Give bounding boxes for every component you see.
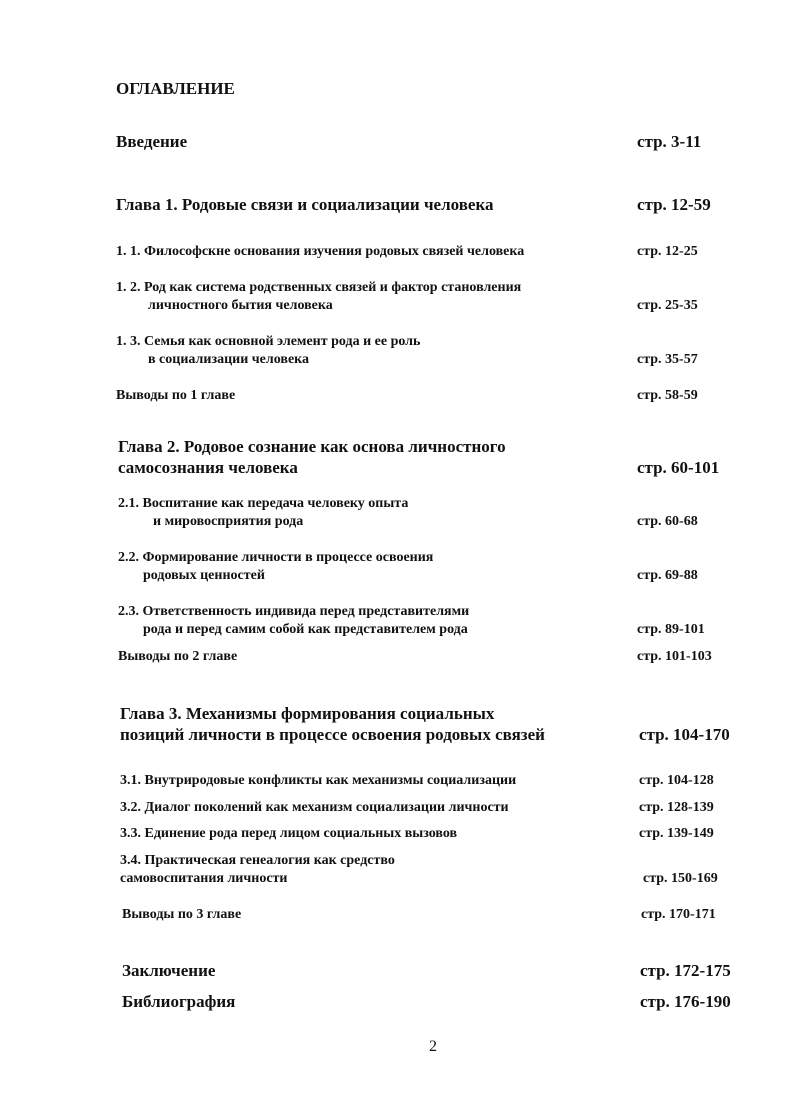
chapter2-title-line2: самосознания человека <box>118 458 298 477</box>
toc-heading: ОГЛАВЛЕНИЕ <box>116 79 235 98</box>
chapter1-conclusions-pages: стр. 58-59 <box>637 388 698 403</box>
section-2-3-line2: рода и перед самим собой как представителем рода <box>143 622 468 637</box>
section-3-4-pages: стр. 150-169 <box>643 871 718 886</box>
chapter3-title-line1: Глава 3. Механизмы формирования социальных <box>120 704 495 723</box>
section-2-1-line1: 2.1. Воспитание как передача человеку опыта <box>118 496 409 511</box>
chapter2-pages: стр. 60-101 <box>637 458 720 477</box>
section-2-2-line2: родовых ценностей <box>143 568 265 583</box>
toc-intro-pages: стр. 3-11 <box>637 132 702 151</box>
section-1-3-line2: в социализации человека <box>148 352 310 367</box>
conclusion-title: Заключение <box>122 961 216 980</box>
chapter3-title-line2: позиций личности в процессе освоения родовых связей <box>120 725 545 744</box>
chapter1-conclusions-title: Выводы по 1 главе <box>116 388 236 403</box>
section-2-3-pages: стр. 89-101 <box>637 622 705 637</box>
section-1-2-line2: личностного бытия человека <box>148 298 333 313</box>
chapter3-pages: стр. 104-170 <box>639 725 730 744</box>
section-3-2-line1: 3.2. Диалог поколений как механизм социализации личности <box>120 800 509 815</box>
section-3-4-line2: самовоспитания личности <box>120 871 288 886</box>
bibliography-title: Библиография <box>122 992 236 1011</box>
section-2-3-line1: 2.3. Ответственность индивида перед представителями <box>118 604 470 619</box>
section-1-2-pages: стр. 25-35 <box>637 298 698 313</box>
chapter2-conclusions-pages: стр. 101-103 <box>637 649 712 664</box>
section-3-3-pages: стр. 139-149 <box>639 826 714 841</box>
chapter2-title-line1: Глава 2. Родовое сознание как основа личностного <box>118 437 506 456</box>
toc-intro-title: Введение <box>116 132 188 151</box>
section-3-2-pages: стр. 128-139 <box>639 800 714 815</box>
section-3-4-line1: 3.4. Практическая генеалогия как средство <box>120 853 395 868</box>
section-2-2-pages: стр. 69-88 <box>637 568 698 583</box>
section-2-1-pages: стр. 60-68 <box>637 514 698 529</box>
conclusion-pages: стр. 172-175 <box>640 961 731 980</box>
section-1-3-pages: стр. 35-57 <box>637 352 698 367</box>
chapter3-conclusions-pages: стр. 170-171 <box>641 907 716 922</box>
section-1-2-line1: 1. 2. Род как система родственных связей и фактор становления <box>116 280 522 295</box>
section-3-1-line1: 3.1. Внутриродовые конфликты как механизмы социализации <box>120 773 517 788</box>
page-number: 2 <box>429 1038 437 1055</box>
section-1-1-line1: 1. 1. Философскне основания изучения родовых связей человека <box>116 244 525 259</box>
section-3-3-line1: 3.3. Единение рода перед лицом социальных вызовов <box>120 826 458 841</box>
section-1-3-line1: 1. 3. Семья как основной элемент рода и ее роль <box>116 334 421 349</box>
bibliography-pages: стр. 176-190 <box>640 992 731 1011</box>
section-3-1-pages: стр. 104-128 <box>639 773 714 788</box>
section-1-1-pages: стр. 12-25 <box>637 244 698 259</box>
chapter2-conclusions-title: Выводы по 2 главе <box>118 649 238 664</box>
chapter1-pages: стр. 12-59 <box>637 195 711 214</box>
chapter1-title: Глава 1. Родовые связи и социализации человека <box>116 195 494 214</box>
chapter3-conclusions-title: Выводы по 3 главе <box>122 907 242 922</box>
section-2-2-line1: 2.2. Формирование личности в процессе освоения <box>118 550 434 565</box>
section-2-1-line2: и мировосприятия рода <box>153 514 304 529</box>
